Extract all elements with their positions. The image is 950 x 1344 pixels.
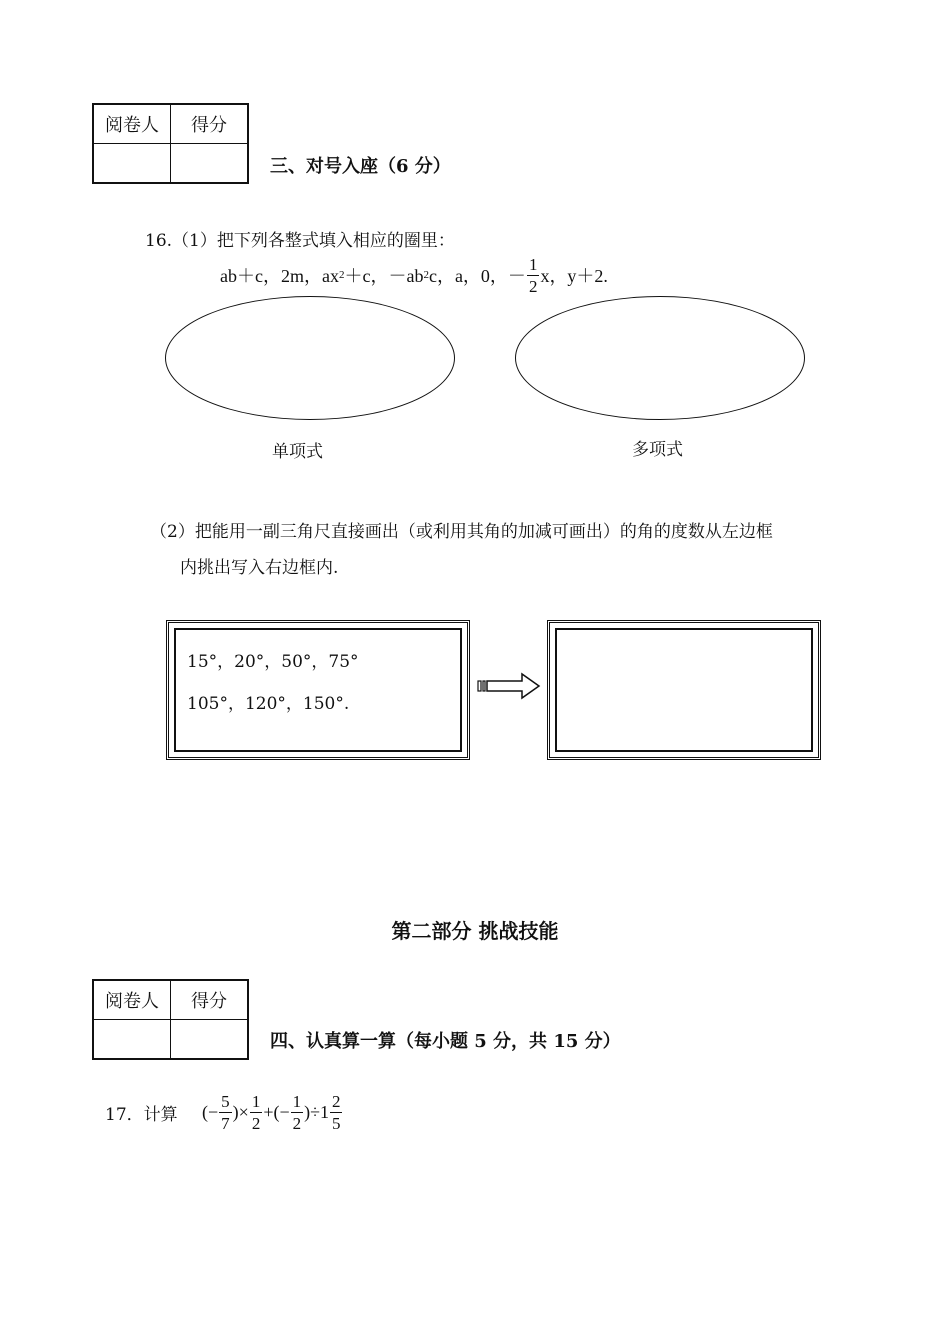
polynomial-label: 多项式 [632, 440, 683, 460]
angles-line-1: 15°，20°，50°，75° [187, 652, 359, 672]
q17-frac-2-num: 1 [251, 1091, 261, 1111]
q17-plus: +(− [263, 1101, 290, 1122]
score-cell[interactable] [171, 144, 249, 184]
angles-line-2: 105°，120°，150°. [187, 694, 350, 714]
q17-frac-1-num: 5 [221, 1091, 230, 1111]
monomial-ellipse[interactable] [165, 296, 455, 420]
expr-sup-2: 2 [423, 269, 429, 281]
q17-div: )÷1 [304, 1101, 329, 1122]
q16-expression [220, 250, 608, 300]
expr-fraction-num: 1 [528, 254, 538, 274]
q16-part1-prompt: 16.（1）把下列各整式填入相应的圈里： [145, 231, 455, 251]
q17-times: )× [232, 1101, 249, 1122]
score-header: 得分 [171, 980, 249, 1020]
q17-frac-4-num: 2 [331, 1091, 341, 1111]
monomial-label: 单项式 [272, 442, 323, 462]
angles-answer-box[interactable] [547, 620, 821, 760]
angles-answer-inner [555, 628, 813, 752]
expr-part-2: ＋c，－ab [344, 266, 424, 286]
expr-sup-1: 2 [338, 269, 345, 281]
q17-frac-2 [250, 1093, 263, 1132]
grader-cell[interactable] [93, 144, 171, 184]
angles-source-box [166, 620, 470, 760]
q17-frac-2-den: 2 [251, 1113, 261, 1133]
q16-part2-line2: 内挑出写入右边框内. [180, 558, 339, 578]
grader-cell[interactable] [93, 1020, 171, 1060]
q17-open-1: (− [202, 1101, 219, 1122]
expr-fraction-den: 2 [528, 276, 538, 296]
expr-part-1: ab＋c，2m，ax [220, 266, 339, 286]
score-header: 得分 [171, 104, 249, 144]
section-3-title: 三、对号入座（6 分） [270, 156, 451, 177]
grader-table-1 [92, 103, 249, 184]
q17-frac-3 [291, 1093, 304, 1132]
q17-label: 17．计算 [105, 1105, 178, 1125]
q17-frac-1 [219, 1093, 232, 1132]
q17-frac-1-den: 7 [221, 1113, 230, 1133]
q17-expression [202, 1086, 343, 1138]
polynomial-ellipse[interactable] [515, 296, 805, 420]
q17-frac-3-num: 1 [292, 1091, 302, 1111]
grader-table-2 [92, 979, 249, 1060]
q17-frac-3-den: 2 [292, 1113, 302, 1133]
q17-frac-4-den: 5 [331, 1113, 341, 1133]
expr-part-4: x，y＋2. [540, 266, 608, 286]
q16-part2-line1: （2）把能用一副三角尺直接画出（或利用其角的加减可画出）的角的度数从左边框 [150, 522, 773, 542]
grader-header: 阅卷人 [93, 980, 171, 1020]
section-4-title: 四、认真算一算（每小题 5 分，共 15 分） [270, 1031, 621, 1052]
right-arrow-icon [476, 672, 544, 700]
q17-frac-4 [330, 1093, 343, 1132]
expr-fraction [527, 256, 540, 295]
expr-part-3: c，a，0，－ [428, 266, 526, 286]
score-cell[interactable] [171, 1020, 249, 1060]
grader-header: 阅卷人 [93, 104, 171, 144]
part-2-title: 第二部分 挑战技能 [391, 919, 559, 943]
